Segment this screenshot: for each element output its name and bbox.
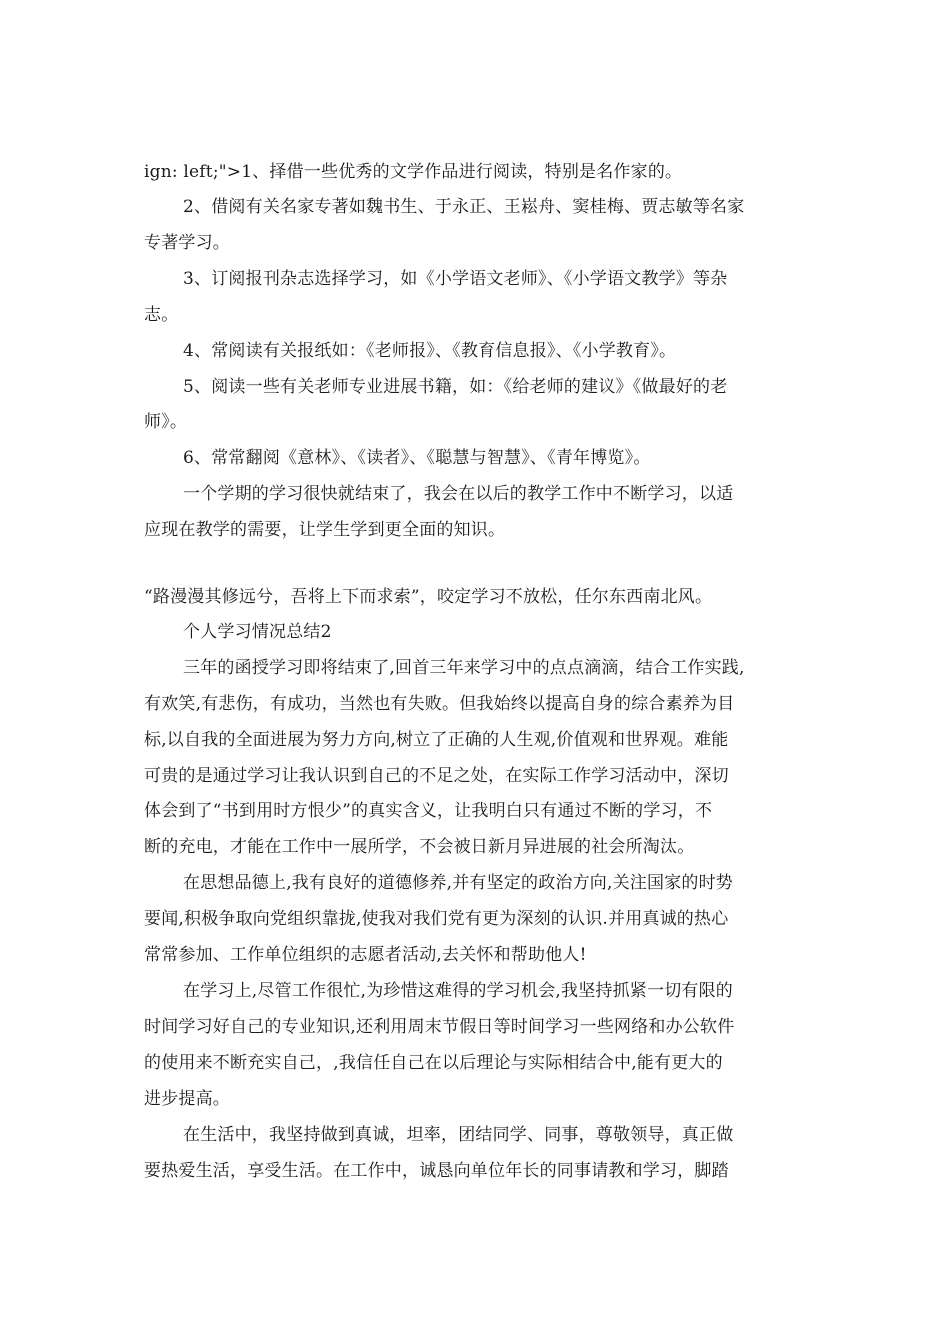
text-line: 在思想品德上,我有良好的道德修养,并有坚定的政治方向,关注国家的时势 bbox=[183, 873, 734, 893]
text-line: 2、借阅有关名家专著如魏书生、于永正、王崧舟、窦桂梅、贾志敏等名家 bbox=[183, 197, 745, 217]
section-heading: 个人学习情况总结2 bbox=[183, 622, 332, 642]
text-line: 在学习上,尽管工作很忙,为珍惜这难得的学习机会,我坚持抓紧一切有限的 bbox=[183, 981, 734, 1001]
text-line: 进步提高。 bbox=[144, 1089, 230, 1109]
text-line: 时间学习好自己的专业知识,还利用周末节假日等时间学习一些网络和办公软件 bbox=[144, 1017, 735, 1037]
text-line: 常常参加、工作单位组织的志愿者活动,去关怀和帮助他人! bbox=[144, 945, 587, 965]
text-line: “路漫漫其修远兮，吾将上下而求索”，咬定学习不放松，任尔东西南北风。 bbox=[144, 587, 713, 607]
text-line: 的使用来不断充实自己，,我信任自己在以后理论与实际相结合中,能有更大的 bbox=[144, 1053, 723, 1073]
text-line: 师》。 bbox=[144, 412, 188, 432]
text-line: 可贵的是通过学习让我认识到自己的不足之处，在实际工作学习活动中，深切 bbox=[144, 766, 729, 786]
text-line: 要闻,积极争取向党组织靠拢,使我对我们党有更为深刻的认识.并用真诚的热心 bbox=[144, 909, 729, 929]
text-line: 标,以自我的全面进展为努力方向,树立了正确的人生观,价值观和世界观。难能 bbox=[144, 730, 729, 750]
text-line: 三年的函授学习即将结束了,回首三年来学习中的点点滴滴，结合工作实践, bbox=[183, 658, 745, 678]
text-line: 志。 bbox=[144, 305, 179, 325]
text-line: 要热爱生活，享受生活。在工作中，诚恳向单位年长的同事请教和学习，脚踏 bbox=[144, 1161, 729, 1181]
text-line: 体会到了“书到用时方恨少”的真实含义，让我明白只有通过不断的学习，不 bbox=[144, 801, 713, 821]
text-line: 4、常阅读有关报纸如：《老师报》、《教育信息报》、《小学教育》。 bbox=[183, 341, 677, 361]
text-line: 断的充电，才能在工作中一展所学，不会被日新月异进展的社会所淘汰。 bbox=[144, 837, 695, 857]
text-line: 5、阅读一些有关老师专业进展书籍，如：《给老师的建议》《做最好的老 bbox=[183, 377, 728, 397]
text-line: 6、常常翻阅《意林》、《读者》、《聪慧与智慧》、《青年博览》。 bbox=[183, 448, 651, 468]
text-line: 一个学期的学习很快就结束了，我会在以后的教学工作中不断学习，以适 bbox=[183, 484, 734, 504]
text-line: 在生活中，我坚持做到真诚，坦率，团结同学、同事，尊敬领导，真正做 bbox=[183, 1125, 734, 1145]
text-line: ign: left;">1、择借一些优秀的文学作品进行阅读，特别是名作家的。 bbox=[144, 162, 683, 182]
text-line: 应现在教学的需要，让学生学到更全面的知识。 bbox=[144, 520, 506, 540]
text-line: 专著学习。 bbox=[144, 233, 230, 253]
text-line: 有欢笑,有悲伤，有成功，当然也有失败。但我始终以提高自身的综合素养为目 bbox=[144, 694, 735, 714]
text-line: 3、订阅报刊杂志选择学习，如《小学语文老师》、《小学语文教学》等杂 bbox=[183, 269, 728, 289]
